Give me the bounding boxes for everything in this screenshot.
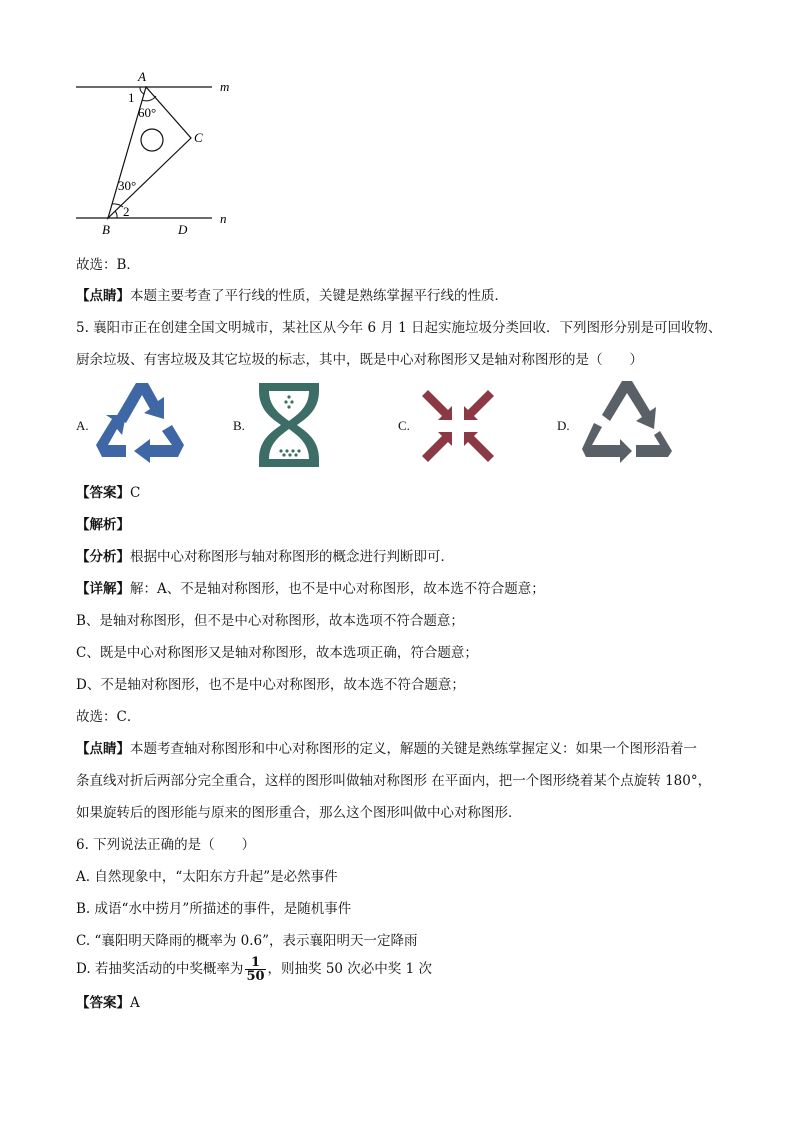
q6-option-d-prefix: D. 若抽奖活动的中奖概率为 (76, 961, 244, 977)
fraction-denominator: 50 (246, 969, 265, 984)
label-A: A (138, 69, 146, 84)
q5-stem-line2: 厨余垃圾、有害垃圾及其它垃圾的标志，其中，既是中心对称图形又是轴对称图形的是（ ） (76, 352, 643, 368)
label-D: D (178, 222, 188, 237)
fraction-numerator: 1 (245, 956, 265, 970)
label-angle-1: 1 (128, 90, 135, 105)
q5-dianjing-line1 (76, 740, 697, 758)
q5-answer (76, 484, 140, 502)
label-m: m (220, 79, 230, 94)
label-B: B (102, 222, 110, 237)
parallel-lines-triangle-figure (70, 66, 240, 241)
recycle-symbol-a (92, 379, 188, 467)
xiangjie-text: 解：A、不是轴对称图形，也不是中心对称图形，故本选不符合题意； (130, 581, 545, 597)
answer-value: C (130, 485, 141, 501)
q4-conclusion: 故选：B． (76, 257, 140, 273)
q5-dianjing-line3: 如果旋转后的图形能与原来的图形重合，那么这个图形叫做中心对称图形． (76, 805, 522, 821)
q5-fenxi (76, 548, 454, 566)
q6-option-d (76, 954, 432, 984)
option-b-label: B. (233, 418, 245, 433)
q6-option-d-suffix: ，则抽奖 50 次必中奖 1 次 (267, 961, 432, 977)
triangle-arrows-symbol-d (580, 377, 674, 473)
q4-dianjing (76, 287, 508, 305)
arrows-cross-symbol-c (418, 386, 498, 466)
q5-stem-line1: 5. 襄阳市正在创建全国文明城市，某社区从今年 6 月 1 日起实施垃圾分类回收．下列图形分别是可回收物、 (76, 320, 722, 336)
angle-arc-1 (140, 87, 144, 94)
label-C: C (194, 130, 203, 145)
label-n: n (220, 211, 227, 226)
q6-option-c: C. “襄阳明天降雨的概率为 0.6”，表示襄阳明天一定降雨 (76, 933, 418, 949)
q6-option-b: B. 成语“水中捞月”所描述的事件，是随机事件 (76, 901, 352, 917)
dianjing-text: 本题主要考查了平行线的性质，关键是熟练掌握平行线的性质． (130, 288, 508, 304)
q6-option-a: A. 自然现象中，“太阳东方升起”是必然事件 (76, 869, 338, 885)
xiangjie-tag: 【详解】 (76, 581, 130, 597)
q5-dianjing-line2: 条直线对折后两部分完全重合，这样的图形叫做轴对称图形 在平面内，把一个图形绕着某个点旋转 180°， (76, 773, 712, 789)
label-angle-60: 60° (138, 105, 157, 120)
option-c-label: C. (398, 418, 410, 433)
fenxi-tag: 【分析】 (76, 549, 130, 565)
dianjing-text: 本题考查轴对称图形和中心对称图形的定义，解题的关键是熟练掌握定义：如果一个图形沿着一 (130, 741, 697, 757)
hourglass-symbol-b (253, 381, 325, 469)
q5-line-d: D、不是轴对称图形，也不是中心对称图形，故本选不符合题意； (76, 677, 465, 693)
option-a-label: A. (76, 418, 89, 433)
answer-value: A (130, 995, 140, 1011)
fenxi-text: 根据中心对称图形与轴对称图形的概念进行判断即可． (130, 549, 454, 565)
q6-stem: 6. 下列说法正确的是（ ） (76, 837, 256, 853)
triangle-hole-circle (141, 129, 163, 151)
label-angle-30: 30° (118, 178, 137, 193)
q5-jiexi-tag: 【解析】 (76, 517, 130, 533)
dianjing-tag: 【点睛】 (76, 741, 130, 757)
answer-tag: 【答案】 (76, 485, 130, 501)
q6-answer (76, 994, 140, 1012)
answer-tag: 【答案】 (76, 995, 130, 1011)
fraction (245, 956, 265, 983)
q5-conclusion: 故选：C． (76, 709, 141, 725)
option-d-label: D. (557, 418, 570, 433)
angle-arc-2 (115, 211, 117, 218)
q5-xiangjie (76, 580, 545, 598)
dianjing-tag: 【点睛】 (76, 288, 130, 304)
q5-line-c: C、既是中心对称图形又是轴对称图形，故本选项正确，符合题意； (76, 645, 478, 661)
q5-line-b: B、是轴对称图形，但不是中心对称图形，故本选项不符合题意； (76, 613, 464, 629)
label-angle-2: 2 (123, 204, 130, 219)
